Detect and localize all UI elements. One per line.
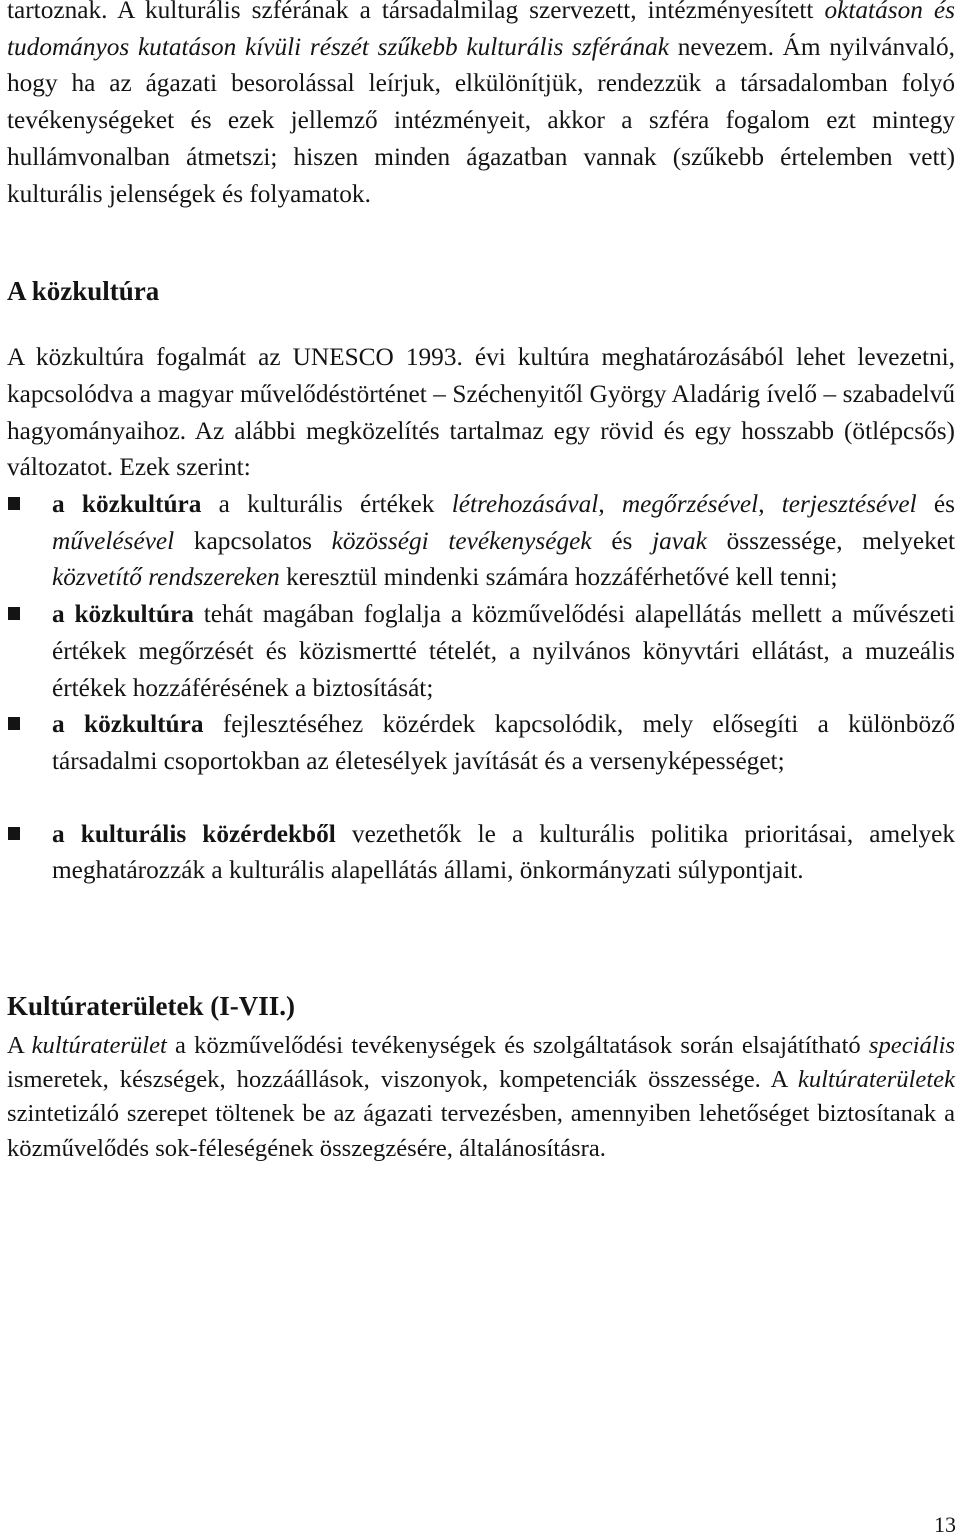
section-heading-kulturateruletek: Kultúraterületek (I-VII.): [7, 991, 295, 1022]
list-item: [7, 816, 955, 889]
list-item-text: ,: [598, 490, 622, 519]
page-number: 13: [934, 1512, 956, 1537]
list-item-italic: terjesztésével: [781, 490, 917, 519]
list-item-text: és: [591, 526, 653, 555]
definition-list: [7, 486, 955, 889]
paragraph-text: A: [7, 1032, 32, 1060]
list-item-text: fejlesztéséhez közérdek kapcsolódik, mely elősegíti a különböző társadalmi csoportokban az életesélyek javítását és a versenyképességet;: [52, 710, 955, 775]
section-heading-kozkultura: A közkultúra: [7, 276, 160, 307]
list-item: [7, 706, 955, 779]
paragraph-text: szintetizáló szerepet töltenek be az ágazati tervezésben, amennyiben lehetőséget biztosítanak a közművelődés sok-féleségének összegzésére, általánosításra.: [7, 1100, 955, 1162]
paragraph-text: a közművelődési tevékenységek és szolgáltatások során elsajátítható: [166, 1032, 869, 1060]
list-item-text: kapcsolatos: [174, 526, 332, 555]
list-item: [7, 486, 955, 596]
list-item-text: keresztül mindenki számára hozzáférhetővé kell tenni;: [279, 563, 838, 592]
square-bullet-icon: [8, 717, 20, 730]
paragraph-italic: kultúraterület: [31, 1032, 167, 1060]
square-bullet-icon: [8, 827, 20, 840]
list-item-text: összessége, melyeket: [706, 526, 955, 555]
kozkultura-paragraph: A közkultúra fogalmát az UNESCO 1993. évi kultúra meghatározásából lehet levezetni, kapcsolódva a magyar művelődéstörténet – Széchenyitől György Aladárig ívelő – szabadelvű hagyományaihoz. Az alábbi megközelítés tartalmaz egy rövid és egy hosszabb (ötlépcsős) változatot. Ezek szerint:: [7, 343, 955, 482]
list-item-text: tehát magában foglalja a közművelődési alapellátás mellett a művészeti értékek megőrzését és közismertté tételét, a nyilvános könyvtári ellátást, a muzeális értékek hozzáférésének a biztosítását;: [52, 600, 955, 702]
list-item: [7, 596, 955, 706]
list-item-lead: a közkultúra: [52, 490, 202, 519]
intro-text-1: tartoznak. A kulturális szférának a társadalmilag szervezett, intézményesített: [7, 0, 825, 24]
list-item-lead: a kulturális közérdekből: [52, 819, 336, 848]
list-item-text: a kulturális értékek: [201, 490, 452, 519]
list-item-lead: a közkultúra: [52, 710, 204, 739]
list-item-text: és: [916, 490, 955, 519]
intro-text-italic: oktatáson és tudományos kutatáson kívüli részét szűkebb kulturális szférának: [7, 0, 955, 61]
square-bullet-icon: [8, 607, 20, 620]
list-item-italic: művelésével: [52, 526, 175, 555]
list-item-italic: megőrzésével: [621, 490, 759, 519]
intro-text-2: nevezem. Ám nyilvánvaló, hogy ha az ágazati besorolással leírjuk, elkülönítjük, rendezzük a társadalomban folyó tevékenységeket és ezek jellemző intézményeit, akkor a szféra fogalom ezt mintegy hullámvonalban átmetszi; hiszen minden ágazatban vannak (szűkebb értelemben vett) kulturális jelenségek és folyamatok.: [7, 32, 955, 208]
paragraph-italic: speciális: [868, 1032, 955, 1060]
paragraph-italic: kultúraterületek: [797, 1066, 955, 1094]
list-item-text: vezethetők le a kulturális politika prioritásai, amelyek meghatározzák a kulturális alapellátás állami, önkormányzati súlypontjait.: [52, 819, 955, 885]
kulturateruletek-paragraph: [7, 1029, 955, 1166]
list-item-italic: közösségi tevékenységek: [331, 526, 592, 555]
list-item-lead: a közkultúra: [52, 600, 194, 629]
list-item-italic: közvetítő rendszereken: [52, 563, 280, 592]
list-item-text: ,: [758, 490, 782, 519]
paragraph-text: ismeretek, készségek, hozzáállások, viszonyok, kompetenciák összessége. A: [7, 1066, 798, 1094]
square-bullet-icon: [8, 497, 20, 510]
list-item-italic: javak: [652, 526, 707, 555]
intro-paragraph: [7, 0, 955, 212]
list-item-italic: létrehozásával: [451, 490, 599, 519]
document-page: [7, 0, 955, 1166]
